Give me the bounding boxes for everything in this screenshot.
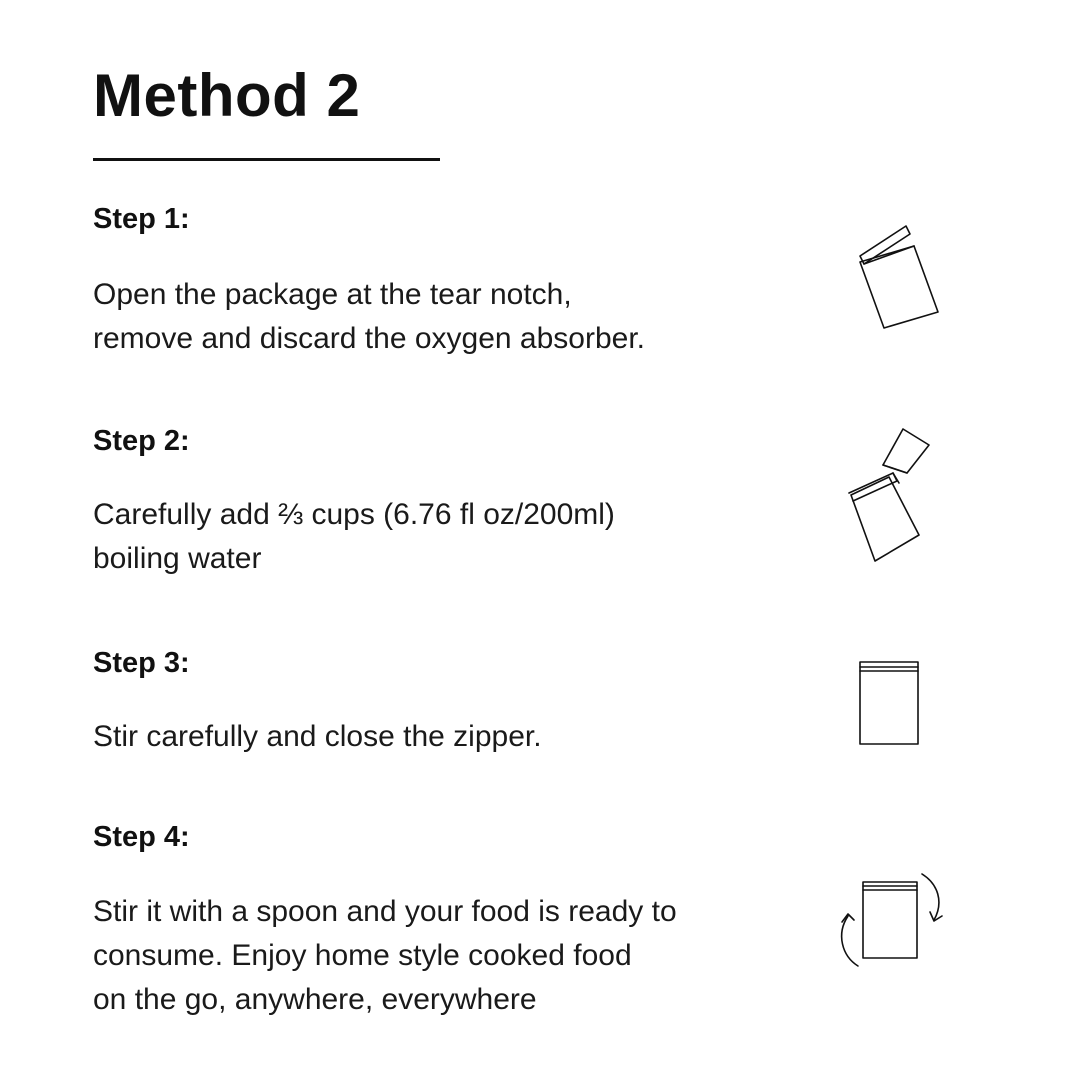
shake-pouch-icon — [838, 868, 948, 973]
step-1-label: Step 1: — [93, 203, 190, 235]
step-3-text: Stir carefully and close the zipper. — [93, 720, 542, 753]
step-1-text: Open the package at the tear notch, remove and discard the oxygen absorber. — [93, 278, 645, 355]
step-2-label: Step 2: — [93, 425, 190, 457]
step-4-label: Step 4: — [93, 821, 190, 853]
open-pouch-icon — [850, 220, 950, 335]
pour-water-pouch-icon — [843, 425, 943, 565]
step-2-text: Carefully add ⅔ cups (6.76 fl oz/200ml) boiling water — [93, 498, 615, 575]
title-divider — [93, 158, 440, 161]
sealed-pouch-icon — [857, 658, 921, 748]
page-title: Method 2 — [93, 62, 361, 129]
step-4-text: Stir it with a spoon and your food is ready to consume. Enjoy home style cooked food on the go, anywhere, everywhere — [93, 895, 677, 1016]
step-3-label: Step 3: — [93, 647, 190, 679]
